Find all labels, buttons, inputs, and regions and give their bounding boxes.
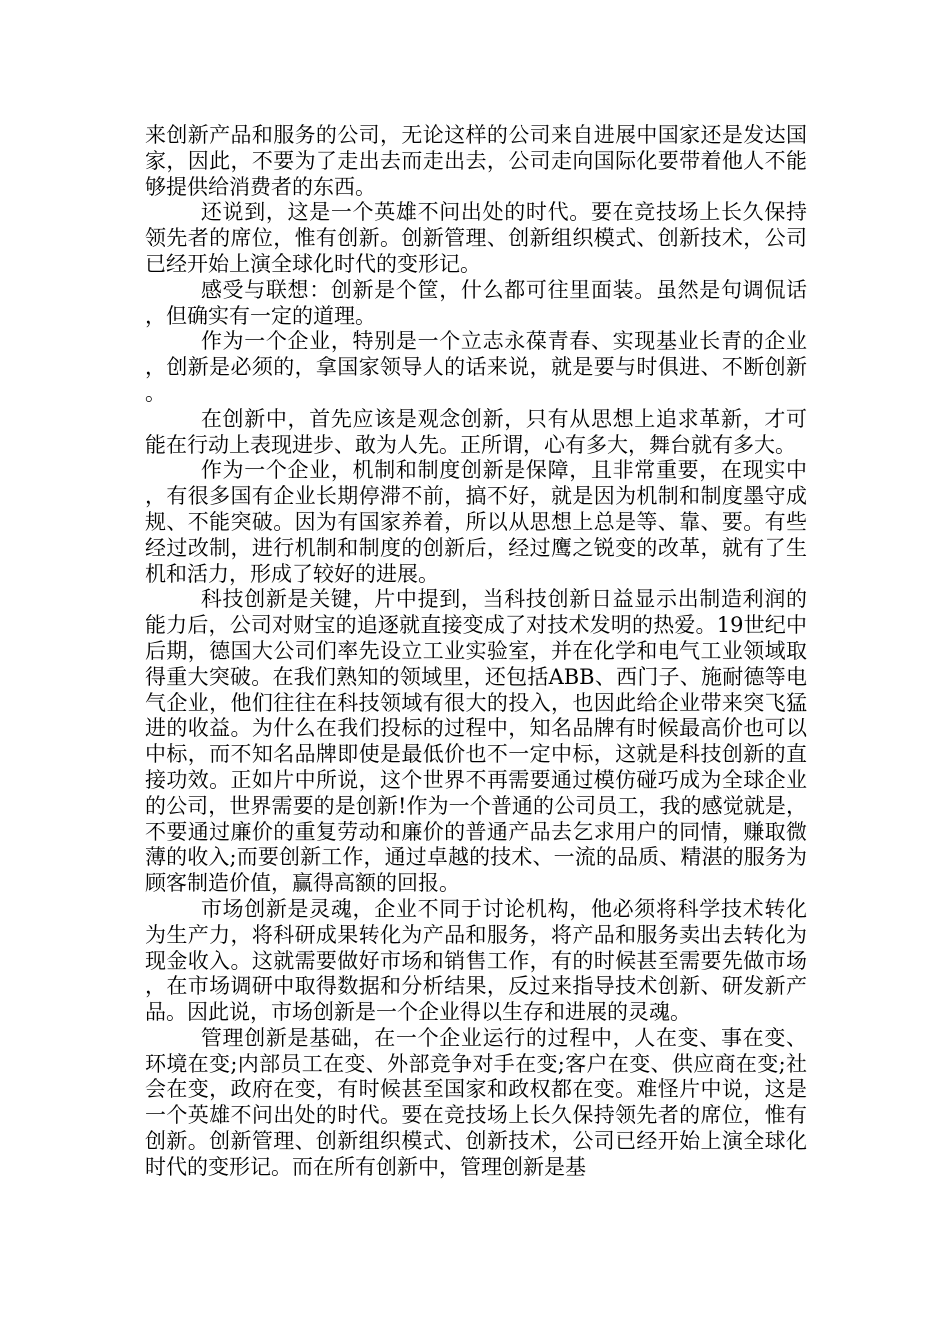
paragraph-1: 来创新产品和服务的公司，无论这样的公司来自进展中国家还是发达国家，因此，不要为了走出去而走出去，公司走向国际化要带着他人不能够提供给消费者的东西。	[145, 123, 807, 199]
paragraph-8: 市场创新是灵魂，企业不同于讨论机构，他必须将科学技术转化为生产力，将科研成果转化为产品和服务，将产品和服务卖出去转化为现金收入。这就需要做好市场和销售工作，有的时候甚至需要先做市场，在市场调研中取得数据和分析结果，反过来指导技术创新、研发新产品。因此说，市场创新是一个企业得以生存和进展的灵魂。	[145, 896, 807, 1025]
paragraph-6: 作为一个企业，机制和制度创新是保障，且非常重要，在现实中，有很多国有企业长期停滞不前，搞不好，就是因为机制和制度墨守成规、不能突破。因为有国家养着，所以从思想上总是等、靠、要。有些经过改制，进行机制和制度的创新后，经过鹰之锐变的改革，就有了生机和活力，形成了较好的进展。	[145, 458, 807, 586]
paragraph-7: 科技创新是关键，片中提到，当科技创新日益显示出制造利润的能力后，公司对财宝的追逐就直接变成了对技术发明的热爱。19世纪中后期，德国大公司们率先设立工业实验室，并在化学和电气工业领域取得重大突破。在我们熟知的领域里，还包括ABB、西门子、施耐德等电气企业，他们往往在科技领域有很大的投入，也因此给企业带来突飞猛进的收益。为什么在我们投标的过程中，知名品牌有时候最高价也可以中标，而不知名品牌即使是最低价也不一定中标，这就是科技创新的直接功效。正如片中所说，这个世界不再需要通过模仿碰巧成为全球企业的公司，世界需要的是创新!作为一个普通的公司员工，我的感觉就是，不要通过廉价的重复劳动和廉价的普通产品去乞求用户的同情，赚取微薄的收入;而要创新工作，通过卓越的技术、一流的品质、精湛的服务为顾客制造价值，赢得高额的回报。	[145, 587, 807, 896]
paragraph-9: 管理创新是基础，在一个企业运行的过程中，人在变、事在变、环境在变;内部员工在变、外部竞争对手在变;客户在变、供应商在变;社会在变，政府在变，有时候甚至国家和政权都在变。难怪片中说，这是一个英雄不问出处的时代。要在竞技场上长久保持领先者的席位，惟有创新。创新管理、创新组织模式、创新技术，公司已经开始上演全球化时代的变形记。而在所有创新中，管理创新是基	[145, 1025, 807, 1179]
paragraph-3: 感受与联想：创新是个筐，什么都可往里面装。虽然是句调侃话，但确实有一定的道理。	[145, 277, 807, 328]
paragraph-5: 在创新中，首先应该是观念创新，只有从思想上追求革新，才可能在行动上表现进步、敢为人先。正所谓，心有多大，舞台就有多大。	[145, 406, 807, 457]
paragraph-4: 作为一个企业，特别是一个立志永葆青春、实现基业长青的企业，创新是必须的，拿国家领导人的话来说，就是要与时俱进、不断创新。	[145, 329, 807, 405]
paragraph-2: 还说到，这是一个英雄不问出处的时代。要在竞技场上长久保持领先者的席位，惟有创新。创新管理、创新组织模式、创新技术，公司已经开始上演全球化时代的变形记。	[145, 200, 807, 276]
document-body	[145, 123, 807, 1181]
